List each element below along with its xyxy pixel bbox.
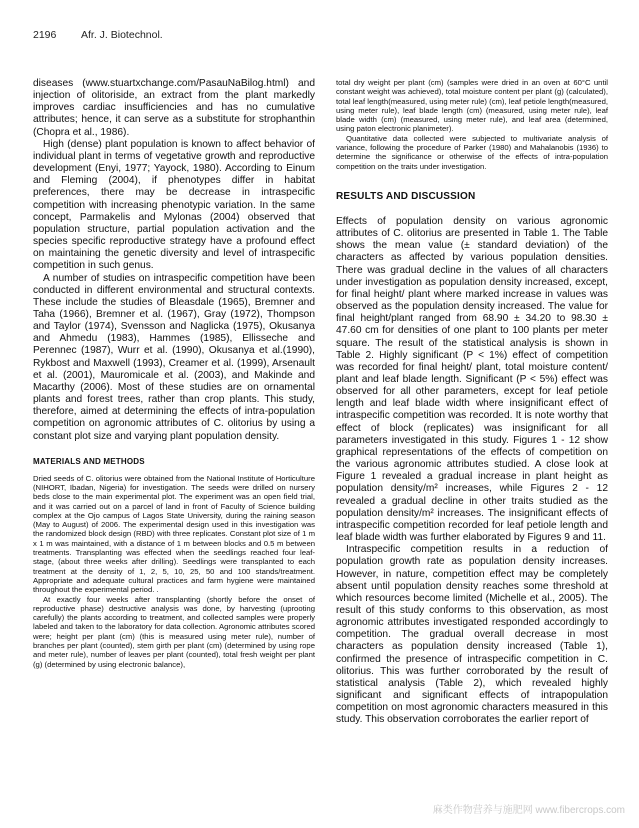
results-paragraph-1: Effects of population density on various agronomic attributes of C. olitorius are presented in Table 1. The Table shows the mean value (± standard deviation) of the characters as affected by various population densities. There was gradual decline in the values of all characters under investigation as population density increased, except, for final height/ plant where marked increase in values was observed as the population density increased. The value for final height/plant ranged from 68.90 ± 34.20 to 98.30 ± 47.60 cm for densities of one plant to 100 plants per meter square. The result of the statistical analysis is shown in Table 2. Highly significant (P < 1%) effect of competition was recorded for final height/ plant, total moisture content/ plant and leaf blade length. Significant (P < 5%) effect was observed for all other parameters, except for leaf petiole length and leaf blade width where insignificant effect of intraspecific competition was recorded. It is note worthy that effect of block (replicates) was insignificant for all parameters investigated in this study. Figures 1 - 12 show graphical representations of the effects of competition on the various agronomic attributes studied. A close look at Figure 1 revealed a gradual increase in plant height as population density/m² increases, while Figures 2 - 12 revealed a gradual decline in other traits studied as the population density/m² increases. The insignificant effects of intraspecific competition recorded for leaf petiole length and leaf blade width was further elaborated by Figures 9 and 11. [336, 215, 608, 544]
right-column [336, 78, 608, 727]
journal-name: Afr. J. Biotechnol. [81, 29, 163, 41]
left-column [33, 78, 315, 669]
results-paragraph-2: Intraspecific competition results in a reduction of population growth rate as population density increases. However, in nature, competition effect may be completely absent until population density reaches some threshold at which resources become limited (Michelle et al., 2005). The result of this study conforms to this observation, as most agronomic attributes investigated responded accordingly to competition. The gradual overall decrease in most characters as population density increased (Table 1), confirmed the presence of intraspecific competition in C. olitorius. This was further corroborated by the result of statistical analysis (Table 2), which revealed highly significant and significant effects of intrapopulation competition on most agronomic characters measured in this study. This observation corroborates the earlier report of [336, 544, 608, 726]
intro-paragraph-2: High (dense) plant population is known to affect behavior of individual plant in terms of vegetative growth and reproductive development (Enyi, 1977; Yayock, 1980). According to Einum and Fleming (2004), if phenotypes differ in habitat preferences, there may be decrease in intraspecific competition with increasing phenotypic variation. In the same concept, Parmakelis and Mylonas (2004) observed that population structure, partial population activation and the species specific reproductive strategy have a profound effect on maintaining the genetic diversity and level of intraspecific competition in such genus. [33, 138, 315, 272]
methods-paragraph-2: At exactly four weeks after transplanting (shortly before the onset of reproductive phase) destructive analysis was done, by harvesting (uprooting carefully) the plants according to treatment, and collected samples were properly labeled and taken to the laboratory for data collection. Agronomic attributes scored were; height per plant (cm) (this is measured using meter rule), number of branches per plant (counted), stem girth per plant (cm) (determined by using rope and meter rule), number of leaves per plant (counted), total fresh weight per plant (g) (determined by using electronic balance), [33, 594, 315, 669]
statistics-paragraph: Quantitative data collected were subjected to multivariate analysis of variance, following the procedure of Parker (1980) and Mahalanobis (1936) to determine the significance or otherwise of the effects of intra-population competition on the traits under investigation. [336, 133, 608, 171]
page-header [33, 29, 593, 43]
methods-paragraph-1: Dried seeds of C. olitorius were obtained from the National Institute of Horticulture (NIHORT, Ibadan, Nigeria) for investigation. The seeds were drilled on nursery beds close to the main experimental plot. The experiment was an open field trial, and it was carried out on a parcel of land in front of Faculty of Science building complex at the Ojo campus of Lagos State University, during the raining season (May to August) of 2006. The experimental design used in this investigation was the randomized block design (RBD) with three replicates. Constant plot size of 1 m x 1 m was maintained, with a distance of 1 m between blocks and 0.5 m between treatments. Transplanting was effected when the seedlings reached four leaf-stage, (about three weeks after drilling). Seedlings were transplanted to each treatment at the density of 1, 2, 5, 10, 25, 50 and 100 stands/treatment. Appropriate and adequate cultural practices and farm hygiene were maintained throughout the experimental period. . [33, 473, 315, 595]
intro-paragraph-3: A number of studies on intraspecific competition have been conducted in different environmental and structural contexts. These include the studies of Bleasdale (1965), Bremner and Taha (1966), Bremner et al. (1967), Gray (1972), Thompson and Taylor (1974), Svensson and Naglicka (1975), Okusanya and Ahmedu (1983), Hammes (1985), Ellisseche and Perennec (1987), Wurr et al. (1990), Okusanya et al.(1990), Rykbost and Maxwell (1993), Creamer et al. (1999), Arsenault et al. (2001), Mauromicale et al. (2003), and Makinde and Macarthy (2006). Most of these studies are on ornamental plants and forest trees, rather than crop plants. This study, therefore, aimed at determining the effects of intra-population competition on agronomic attributes of C. olitorius by using a constant plot size and varying plant population density. [33, 272, 315, 442]
watermark: 麻类作物营养与施肥网 www.fibercrops.com [432, 805, 625, 816]
methods-heading: MATERIALS AND METHODS [33, 456, 145, 466]
results-heading: RESULTS AND DISCUSSION [336, 190, 476, 202]
methods-continued-paragraph: total dry weight per plant (cm) (samples were dried in an oven at 60°C until constant weight was achieved), total moisture content per plant (g) (calculated), total leaf length(measured, using meter rule) (cm), leaf petiole length(measured, using meter rule), leaf blade length (cm) (measured, using meter rule), leaf blade width (cm) (measured, using meter rule), and leaf area (determined, using paton electronic planimeter). [336, 78, 608, 134]
page-number: 2196 [33, 29, 57, 41]
intro-paragraph-1: diseases (www.stuartxchange.com/PasauNaBilog.html) and injection of olitoriside, an extract from the plant markedly improves cardiac insufficiencies and has no cumulative attributes; hence, it can serve as a substitute for strophanthin (Chopra et al., 1986). [33, 78, 315, 138]
